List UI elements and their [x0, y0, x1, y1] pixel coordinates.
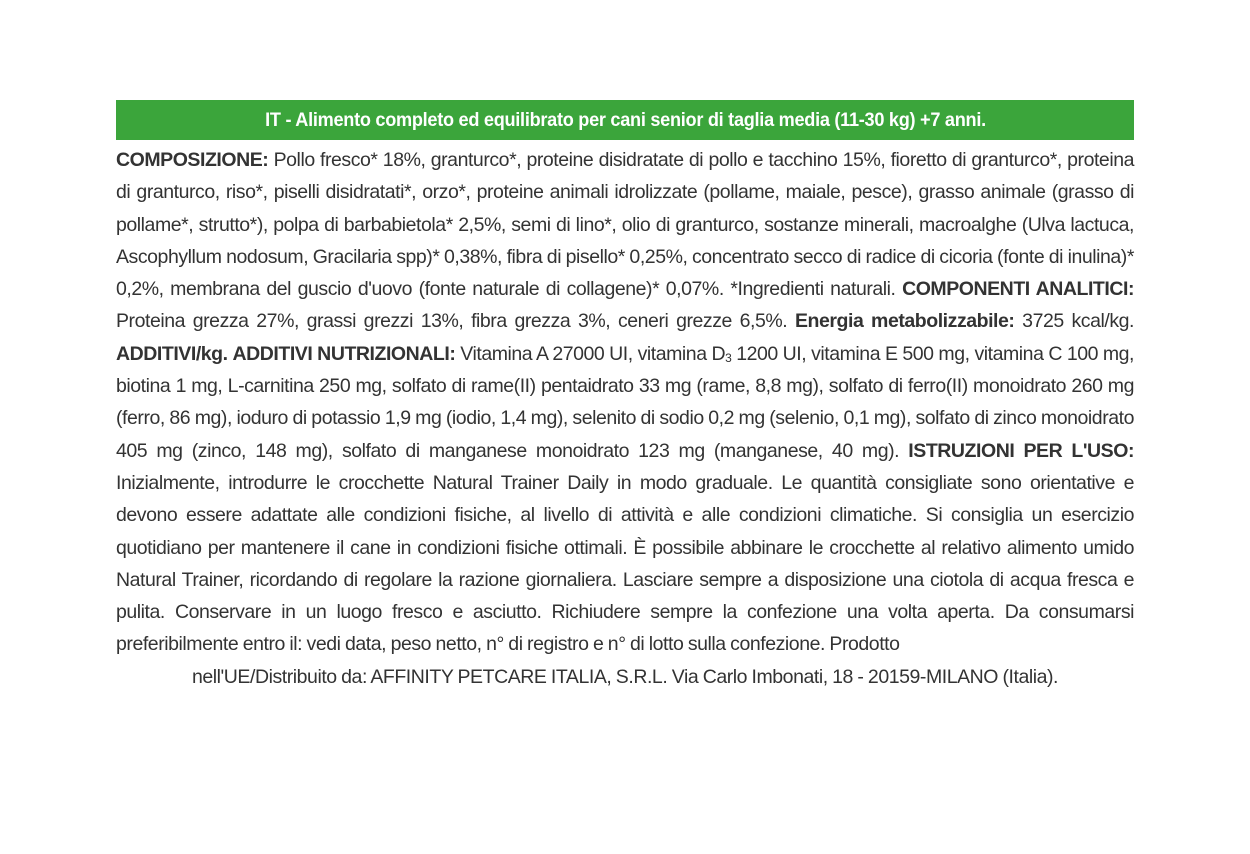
product-label — [116, 100, 1134, 693]
analytical-text: Proteina grezza 27%, grassi grezzi 13%, fibra grezza 3%, ceneri grezze 6,5%. — [116, 310, 795, 333]
composition-heading: COMPOSIZIONE: — [116, 149, 269, 171]
instructions-text: Inizialmente, introdurre le crocchette Natural Trainer Daily in modo graduale. Le quantità consigliate sono orientative e devono essere adattate alle condizioni fisiche, al livello di attività e alle condizioni climatiche. Si consiglia un esercizio quotidiano per mantenere il cane in condizioni fisiche ottimali. È possibile abbinare le crocchette al relativo alimento umido Natural Trainer, ricordando di regolare la razione giornaliera. Lasciare sempre a disposizione una ciotola di acqua fresca e pulita. Conservare in un luogo fresco e asciutto. Richiudere sempre la confezione una volta aperta. Da consumarsi preferibilmente entro il: vedi data, peso netto, n° di registro e n° di lotto sulla confezione. Prodotto — [116, 471, 1134, 656]
nutritional-additives-heading: ADDITIVI NUTRIZIONALI: — [232, 342, 456, 365]
label-body — [116, 144, 1134, 661]
additives-heading: ADDITIVI/kg. — [116, 342, 228, 365]
energy-heading: Energia metabolizzabile: — [794, 310, 1015, 333]
distributor-line: nell'UE/Distribuito da: AFFINITY PETCARE ITALIA, S.R.L. Via Carlo Imbonati, 18 - 20159-MILANO (Italia). — [191, 665, 1059, 688]
additives-text-start: Vitamina A 27000 UI, vitamina D — [455, 342, 726, 365]
instructions-heading: ISTRUZIONI PER L'USO: — [908, 439, 1134, 462]
energy-text: 3725 kcal/kg. — [1014, 310, 1134, 333]
label-title: IT - Alimento completo ed equilibrato per cani senior di taglia media (11-30 kg) +7 anni. — [264, 108, 986, 131]
analytical-heading: COMPONENTI ANALITICI: — [902, 278, 1134, 301]
composition-text: Pollo fresco* 18%, granturco*, proteine disidratate di pollo e tacchino 15%, fioretto di granturco*, proteina di granturco, riso*, piselli disidratati*, orzo*, proteine animali idrolizzate (pollame, maiale, pesce), grasso animale (grasso di pollame*, strutto*), polpa di barbabietola* 2,5%, semi di lino*, olio di granturco, sostanze minerali, macroalghe (Ulva lactuca, Ascophyllum nodosum, Gracilaria spp)* 0,38%, fibra di pisello* 0,25%, concentrato secco di radice di cicoria (fonte di inulina)* 0,2%, membrana del guscio d'uovo (fonte naturale di collagene)* 0,07%. *Ingredienti naturali. — [116, 149, 1134, 301]
vitamin-d-subscript: 3 — [725, 350, 732, 365]
title-bar — [116, 100, 1134, 140]
additives-text-end: 1200 UI, vitamina E 500 mg, vitamina C 100 mg, biotina 1 mg, L-carnitina 250 mg, solfato di rame(II) pentaidrato 33 mg (rame, 8,8 mg), solfato di ferro(II) monoidrato 260 mg (ferro, 86 mg), ioduro di potassio 1,9 mg (iodio, 1,4 mg), selenito di sodio 0,2 mg (selenio, 0,1 mg), solfato di zinco monoidrato 405 mg (zinco, 148 mg), solfato di manganese monoidrato 123 mg (manganese, 40 mg). — [116, 342, 1135, 462]
